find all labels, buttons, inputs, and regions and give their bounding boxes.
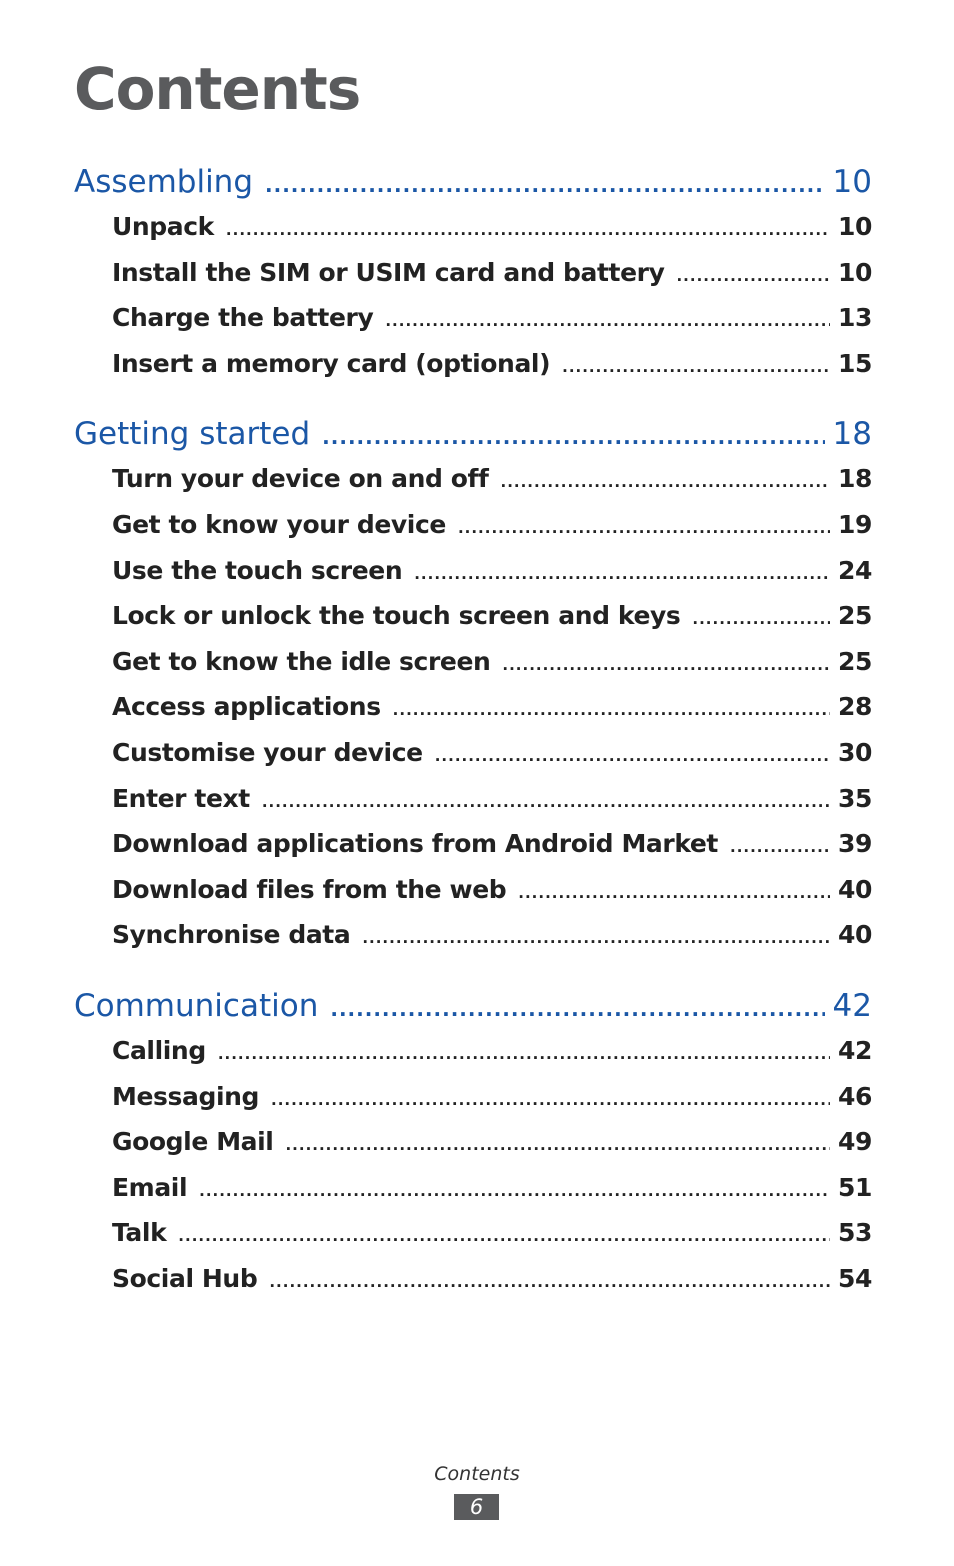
- dot-leader: [330, 997, 824, 1021]
- section-page-number: 18: [832, 416, 872, 453]
- dot-leader: [676, 267, 830, 285]
- entry-title: Insert a memory card (optional): [112, 348, 551, 378]
- entry-page-number: 40: [838, 874, 872, 904]
- entry-title: Use the touch screen: [112, 555, 403, 585]
- dot-leader: [393, 701, 830, 719]
- toc-entry[interactable]: [74, 1127, 872, 1173]
- entry-page-number: 25: [838, 646, 872, 676]
- dot-leader: [692, 610, 830, 628]
- entry-page-number: 10: [838, 257, 872, 287]
- toc-entry[interactable]: [74, 556, 872, 602]
- dot-leader: [385, 312, 830, 330]
- toc-entry[interactable]: [74, 738, 872, 784]
- toc-section-communication: [74, 988, 872, 1310]
- toc-section-getting-started: [74, 416, 872, 966]
- toc-entry[interactable]: [74, 601, 872, 647]
- entry-title: Unpack: [112, 212, 214, 241]
- dot-leader: [265, 173, 825, 197]
- toc-entry[interactable]: [74, 258, 872, 304]
- dot-leader: [271, 1091, 830, 1109]
- toc-entry[interactable]: [74, 784, 872, 830]
- entry-title: Customise your device: [112, 737, 423, 767]
- toc-entry[interactable]: [74, 875, 872, 921]
- section-page-number: 42: [832, 987, 872, 1024]
- section-page-number: 10: [832, 164, 872, 200]
- page-title: Contents: [74, 55, 361, 123]
- section-title: Assembling: [74, 164, 254, 200]
- toc-entry[interactable]: [74, 1082, 872, 1128]
- entry-page-number: 51: [838, 1172, 872, 1202]
- dot-leader: [562, 358, 830, 376]
- toc-entry[interactable]: [74, 920, 872, 966]
- dot-leader: [501, 473, 830, 491]
- entry-title: Get to know your device: [112, 509, 446, 539]
- page-number-badge: 6: [454, 1494, 499, 1520]
- dot-leader: [362, 929, 830, 947]
- table-of-contents: [74, 164, 872, 1331]
- dot-leader: [178, 1227, 830, 1245]
- entry-page-number: 39: [838, 829, 872, 859]
- entry-title: Social Hub: [112, 1263, 258, 1293]
- toc-entry[interactable]: [74, 647, 872, 693]
- entry-title: Download files from the web: [112, 874, 507, 904]
- toc-entry[interactable]: [74, 1173, 872, 1219]
- entry-title: Get to know the idle screen: [112, 646, 491, 676]
- entry-title: Synchronise data: [112, 920, 351, 950]
- entry-page-number: 35: [838, 783, 872, 813]
- entry-title: Charge the battery: [112, 303, 374, 333]
- dot-leader: [269, 1273, 830, 1291]
- entry-title: Turn your device on and off: [112, 464, 489, 494]
- entry-page-number: 10: [838, 212, 872, 241]
- entry-title: Enter text: [112, 783, 250, 813]
- dot-leader: [199, 1182, 830, 1200]
- dot-leader: [218, 1045, 830, 1063]
- entry-title: Install the SIM or USIM card and battery: [112, 257, 665, 287]
- entry-page-number: 40: [838, 920, 872, 950]
- toc-entry[interactable]: [74, 303, 872, 349]
- entry-page-number: 19: [838, 509, 872, 539]
- entry-title: Download applications from Android Market: [112, 829, 718, 859]
- toc-entry[interactable]: [74, 212, 872, 258]
- entry-page-number: 24: [838, 555, 872, 585]
- dot-leader: [458, 519, 830, 537]
- entry-page-number: 46: [838, 1081, 872, 1111]
- entry-page-number: 54: [838, 1263, 872, 1293]
- section-title: Getting started: [74, 416, 311, 453]
- section-title: Communication: [74, 987, 319, 1024]
- toc-entry[interactable]: [74, 510, 872, 556]
- footer-label: Contents: [434, 1463, 520, 1485]
- entry-title: Email: [112, 1172, 188, 1202]
- dot-leader: [262, 793, 830, 811]
- entry-page-number: 42: [838, 1035, 872, 1065]
- dot-leader: [502, 656, 830, 674]
- entry-page-number: 18: [838, 464, 872, 494]
- entry-title: Talk: [112, 1218, 167, 1248]
- entry-title: Access applications: [112, 692, 381, 722]
- toc-entry[interactable]: [74, 464, 872, 510]
- entry-page-number: 15: [838, 348, 872, 378]
- toc-entry[interactable]: [74, 1218, 872, 1264]
- toc-section-heading[interactable]: [74, 416, 872, 464]
- toc-entry[interactable]: [74, 829, 872, 875]
- entry-title: Calling: [112, 1035, 206, 1065]
- entry-page-number: 30: [838, 737, 872, 767]
- entry-page-number: 13: [838, 303, 872, 333]
- entry-title: Lock or unlock the touch screen and keys: [112, 601, 681, 631]
- entry-title: Google Mail: [112, 1127, 274, 1157]
- toc-entry[interactable]: [74, 692, 872, 738]
- toc-entry[interactable]: [74, 1264, 872, 1310]
- dot-leader: [322, 425, 824, 449]
- dot-leader: [518, 884, 830, 902]
- dot-leader: [226, 221, 830, 239]
- toc-entry[interactable]: [74, 1036, 872, 1082]
- toc-section-assembling: [74, 164, 872, 394]
- toc-section-heading[interactable]: [74, 988, 872, 1036]
- entry-title: Messaging: [112, 1081, 260, 1111]
- dot-leader: [730, 838, 830, 856]
- dot-leader: [285, 1136, 830, 1154]
- toc-entry[interactable]: [74, 349, 872, 395]
- toc-section-heading[interactable]: [74, 164, 872, 212]
- entry-page-number: 53: [838, 1218, 872, 1248]
- dot-leader: [435, 747, 830, 765]
- dot-leader: [414, 565, 830, 583]
- entry-page-number: 49: [838, 1127, 872, 1157]
- entry-page-number: 28: [838, 692, 872, 722]
- entry-page-number: 25: [838, 601, 872, 631]
